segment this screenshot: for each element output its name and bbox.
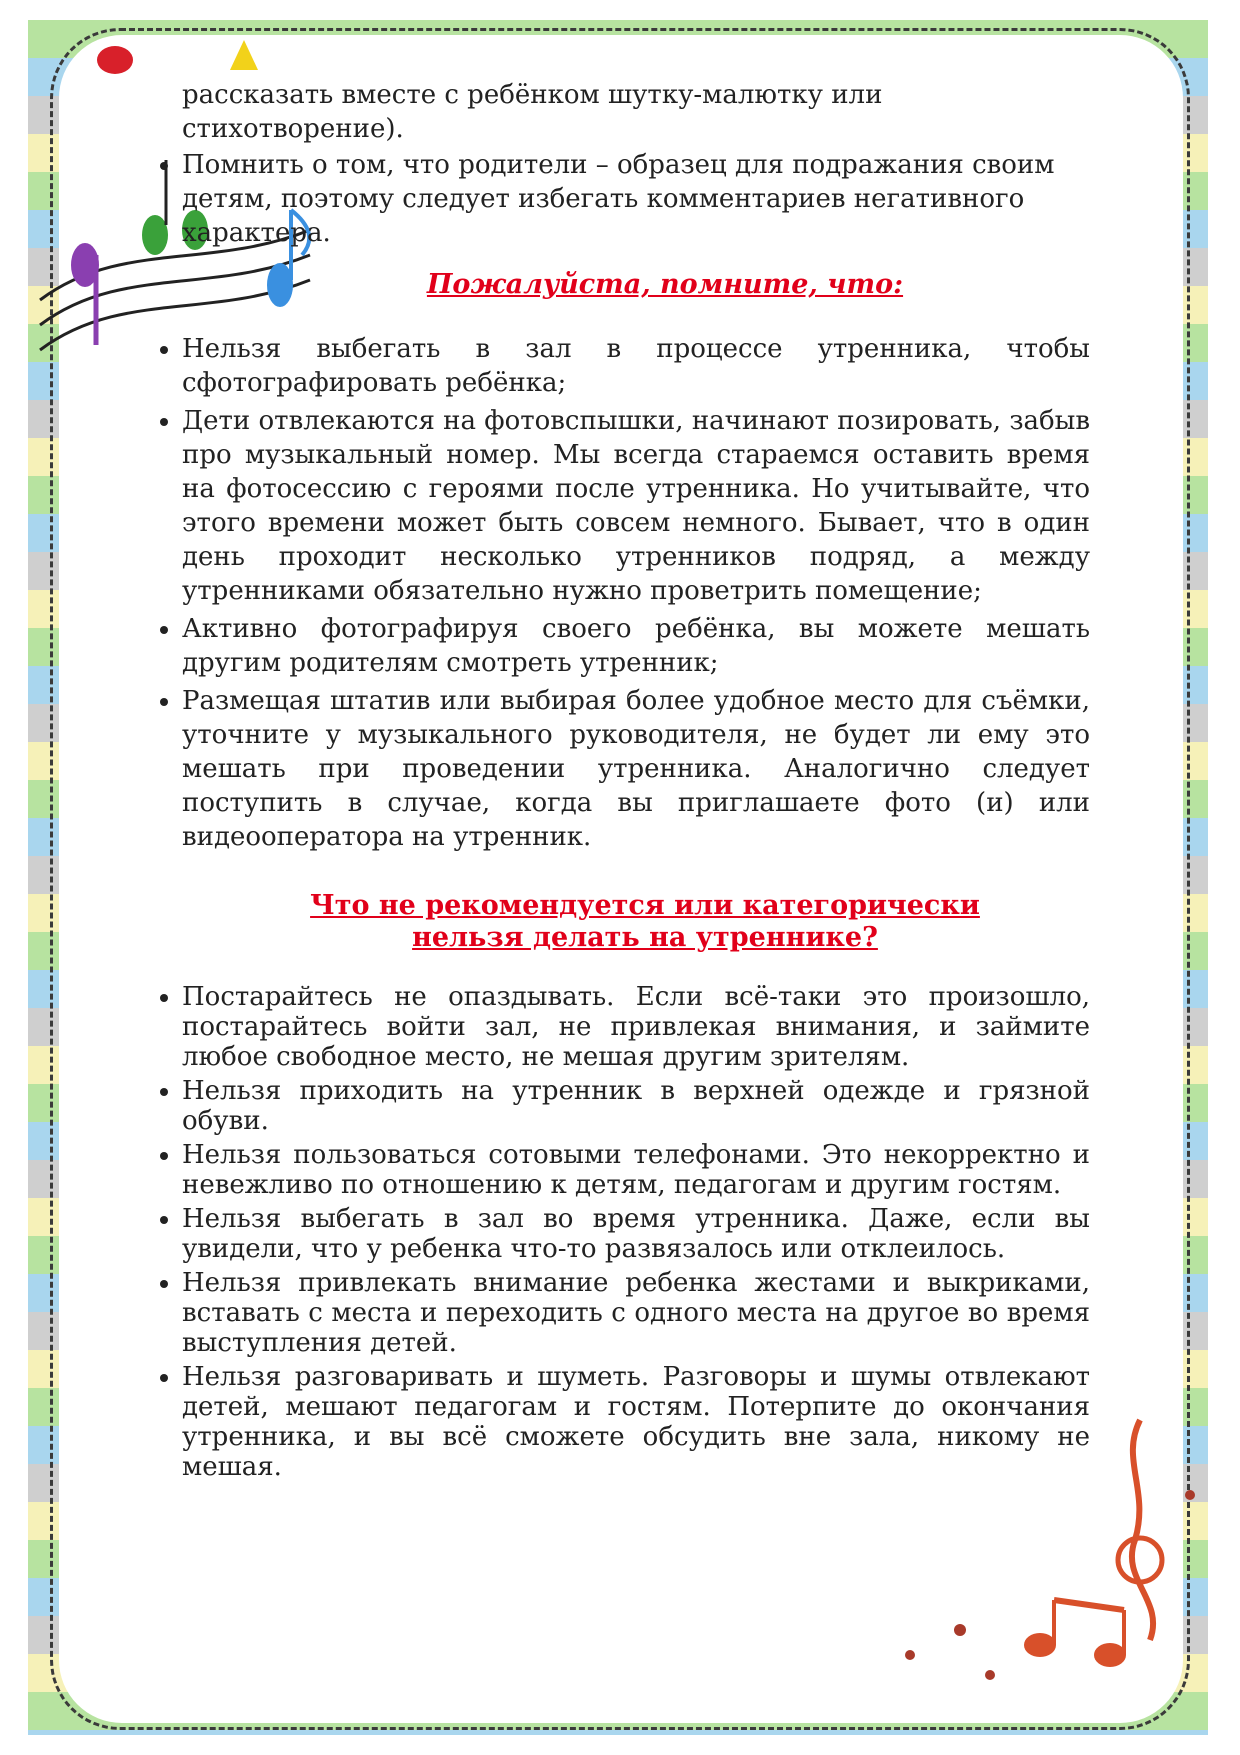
list-item: • Нельзя выбегать в зал в процессе утренника, чтобы сфотографировать ребёнка; bbox=[182, 332, 1090, 400]
remember-list bbox=[140, 332, 1090, 854]
list-item: • Дети отвлекаются на фотовспышки, начинают позировать, забыв про музыкальный номер. Мы всегда стараемся оставить время на фотосессию с героями после утренника. Но учитывайте, что этого времени может быть совсем немного. Бывает, что в один день проходит несколько утренников подряд, а между утренниками обязательно нужно проветрить помещение; bbox=[182, 404, 1090, 608]
list-item: • Размещая штатив или выбирая более удобное место для съёмки, уточните у музыкального руководителя, не будет ли ему это мешать при проведении утренника. Аналогично следует поступить в случае, когда вы приглашаете фото (и) или видеооператора на утренник. bbox=[182, 684, 1090, 854]
orange-note-icon bbox=[1024, 1633, 1056, 1657]
list-item: • Нельзя пользоваться сотовыми телефонами. Это некорректно и невежливо по отношению к детям, педагогам и другим гостям. bbox=[182, 1140, 1090, 1200]
intro-list bbox=[140, 148, 1090, 250]
list-item: • Постарайтесь не опаздывать. Если всё-таки это произошло, постарайтесь войти зал, не привлекая внимания, и займите любое свободное место, не мешая другим зрителям. bbox=[182, 982, 1090, 1072]
list-item: • Активно фотографируя своего ребёнка, вы можете мешать другим родителям смотреть утренник; bbox=[182, 612, 1090, 680]
list-item: • Помнить о том, что родители – образец для подражания своим детям, поэтому следует избегать комментариев негативного характера. bbox=[182, 148, 1090, 250]
treble-clef-icon bbox=[1132, 1420, 1153, 1640]
list-item: • Нельзя привлекать внимание ребенка жестами и выкриками, вставать с места и переходить с одного места на другое во время выступления детей. bbox=[182, 1268, 1090, 1358]
heading-remember: Пожалуйста, помните, что: bbox=[426, 269, 904, 300]
heading-prohibited bbox=[200, 890, 1090, 954]
rules-list bbox=[140, 982, 1090, 1482]
list-item: • Нельзя выбегать в зал во время утренника. Даже, если вы увидели, что у ребенка что-то развязалось или отклеилось. bbox=[182, 1204, 1090, 1264]
heading-prohibited-line1: Что не рекомендуется или категорически bbox=[310, 890, 980, 921]
continuation-text: рассказать вместе с ребёнком шутку-малютку или стихотворение). bbox=[182, 80, 883, 144]
list-item: • Нельзя приходить на утренник в верхней одежде и грязной обуви. bbox=[182, 1076, 1090, 1136]
heading-prohibited-line2: нельзя делать на утреннике? bbox=[412, 922, 878, 953]
document-body bbox=[140, 78, 1090, 1486]
list-item: • Нельзя разговаривать и шуметь. Разговоры и шумы отвлекают детей, мешают педагогам и гостям. Потерпите до окончания утренника, и вы всё сможете обсудить вне зала, никому не мешая. bbox=[182, 1362, 1090, 1482]
